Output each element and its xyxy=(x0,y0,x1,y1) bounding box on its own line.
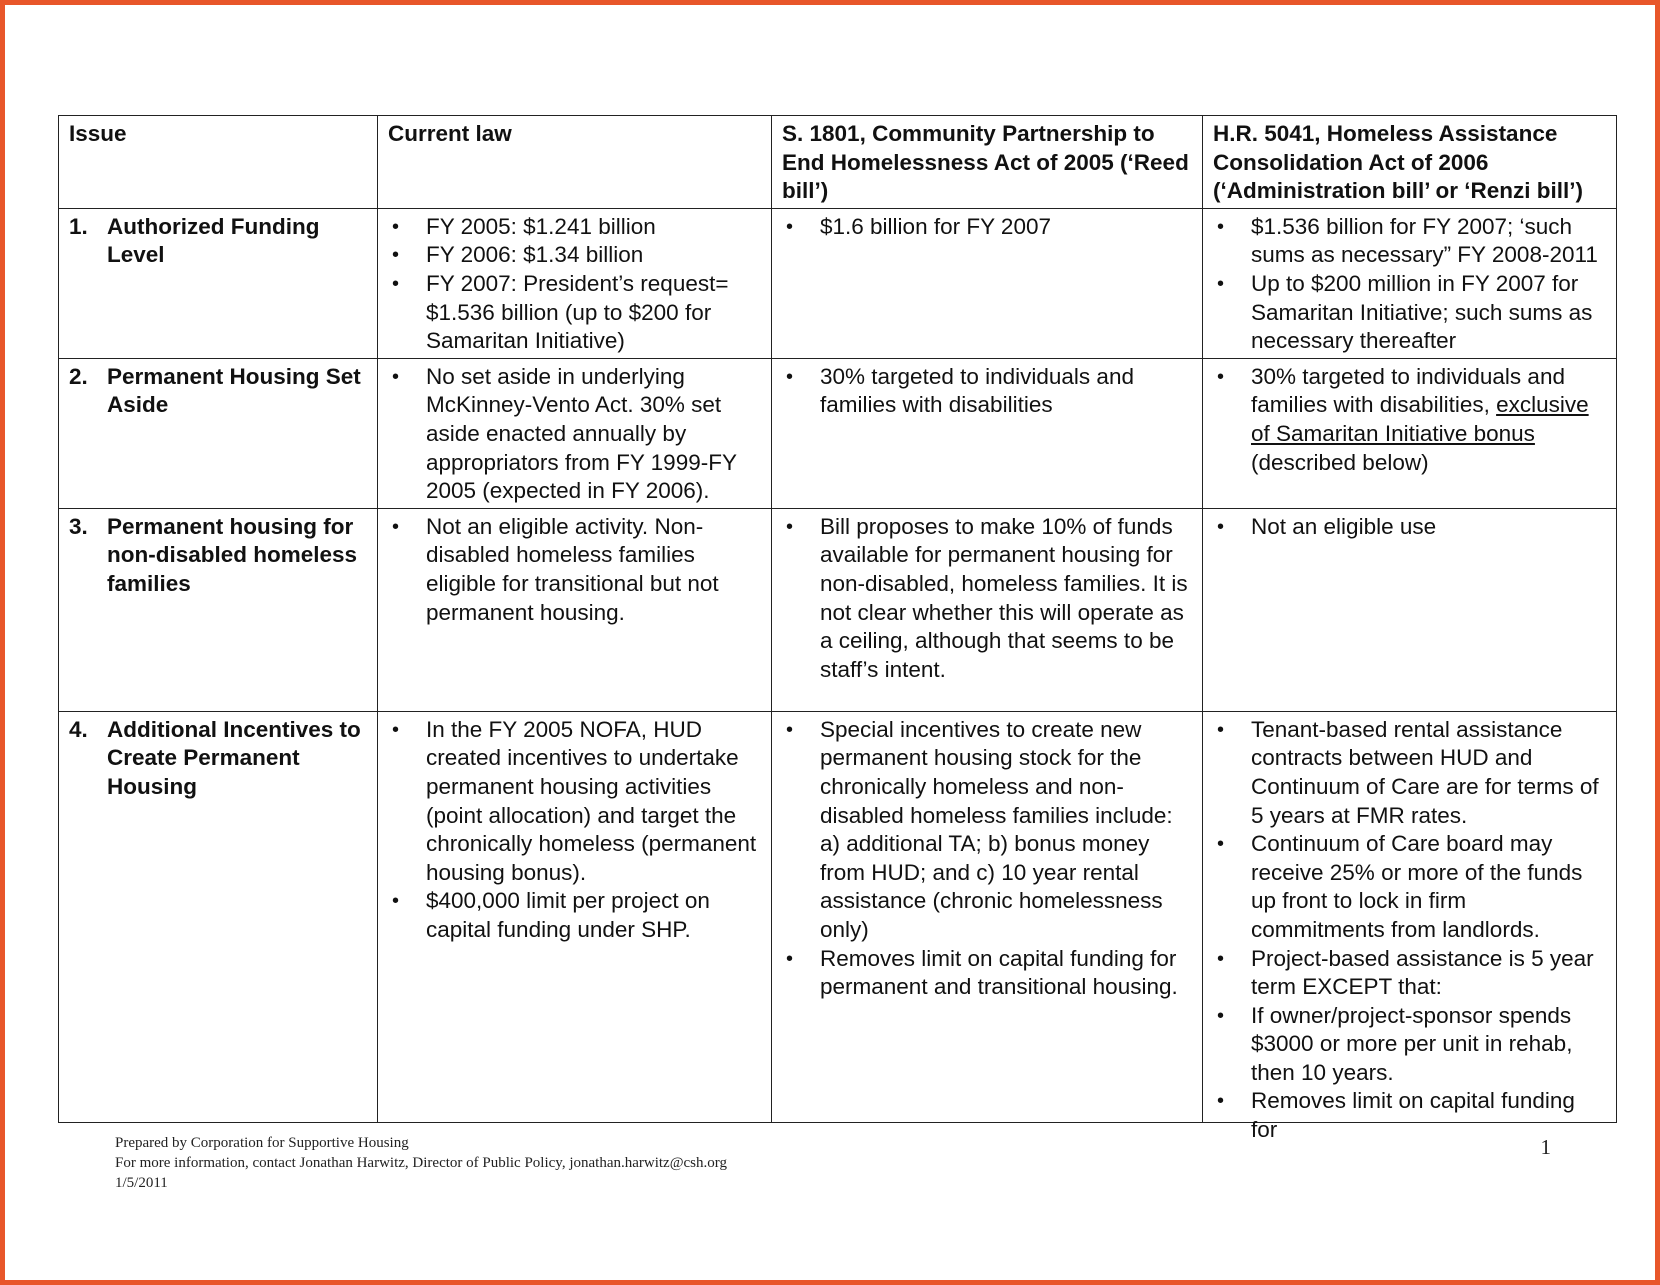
list-item: • Project-based assistance is 5 year term EXCEPT that: xyxy=(1213,945,1606,1002)
list-item: • Not an eligible use xyxy=(1213,513,1606,542)
renzi-bill-cell xyxy=(1203,358,1617,508)
issue-title: Permanent housing for non-disabled homeless families xyxy=(107,513,358,596)
issue-cell xyxy=(59,508,378,711)
list-item: • FY 2006: $1.34 billion xyxy=(388,241,761,270)
list-item: • $400,000 limit per project on capital funding under SHP. xyxy=(388,887,761,944)
reed-bill-cell xyxy=(772,508,1203,711)
table-row xyxy=(59,508,1617,711)
list-item: • Not an eligible activity. Non-disabled homeless families eligible for transitional but not permanent housing. xyxy=(388,513,761,627)
list-item: • FY 2005: $1.241 billion xyxy=(388,213,761,242)
list-item: • Tenant-based rental assistance contracts between HUD and Continuum of Care are for terms of 5 years at FMR rates. xyxy=(1213,716,1606,830)
list-item xyxy=(1213,363,1606,477)
issue-title: Additional Incentives to Create Permanent Housing xyxy=(107,716,361,799)
page-number: 1 xyxy=(1540,1135,1551,1159)
list-item: • In the FY 2005 NOFA, HUD created incentives to undertake permanent housing activities (point allocation) and target the chronically homeless (permanent housing bonus). xyxy=(388,716,761,888)
issue-title: Authorized Funding Level xyxy=(107,213,320,268)
list-item: • FY 2007: President’s request= $1.536 billion (up to $200 for Samaritan Initiative) xyxy=(388,270,761,356)
issue-number: 1. xyxy=(69,213,88,239)
list-item: • If owner/project-sponsor spends $3000 or more per unit in rehab, then 10 years. xyxy=(1213,1002,1606,1088)
issue-cell xyxy=(59,711,378,1122)
footer-date: 1/5/2011 xyxy=(115,1175,168,1191)
table-row xyxy=(59,711,1617,1122)
issue-number: 4. xyxy=(69,716,88,742)
header-reed-bill: S. 1801, Community Partnership to End Homelessness Act of 2005 (‘Reed bill’) xyxy=(772,116,1203,209)
list-item: • Up to $200 million in FY 2007 for Samaritan Initiative; such sums as necessary thereafter xyxy=(1213,270,1606,356)
table-row xyxy=(59,358,1617,508)
current-law-cell xyxy=(378,711,772,1122)
renzi-bill-cell xyxy=(1203,711,1617,1143)
list-item: • 30% targeted to individuals and families with disabilities xyxy=(782,363,1192,420)
list-item: • Bill proposes to make 10% of funds available for permanent housing for non-disabled, homeless families. It is not clear whether this will operate as a ceiling, although that seems to be staff’s intent. xyxy=(782,513,1192,685)
list-item: • $1.6 billion for FY 2007 xyxy=(782,213,1192,242)
issue-number: 3. xyxy=(69,513,88,539)
current-law-cell xyxy=(378,208,772,358)
reed-bill-cell xyxy=(772,358,1203,508)
issue-cell xyxy=(59,358,378,508)
list-item-text: 30% targeted to individuals and families with disabilities, xyxy=(1251,363,1565,418)
renzi-bill-cell xyxy=(1203,208,1617,358)
list-item: • Continuum of Care board may receive 25% or more of the funds up front to lock in firm commitments from landlords. xyxy=(1213,830,1606,944)
underlined-text: exclusive of Samaritan Initiative bonus xyxy=(1251,392,1589,446)
list-item-text: (described below) xyxy=(1251,449,1429,475)
current-law-cell xyxy=(378,358,772,508)
issue-cell xyxy=(59,208,378,358)
issue-number: 2. xyxy=(69,363,88,389)
footer-contact: For more information, contact Jonathan Harwitz, Director of Public Policy, jonathan.harwitz@csh.org xyxy=(115,1155,727,1171)
list-item: • No set aside in underlying McKinney-Vento Act. 30% set aside enacted annually by appropriators from FY 1999-FY 2005 (expected in FY 2006). xyxy=(388,363,761,506)
header-renzi-bill: H.R. 5041, Homeless Assistance Consolidation Act of 2006 (‘Administration bill’ or ‘Renzi bill’) xyxy=(1203,116,1617,209)
table-header-row xyxy=(59,116,1617,209)
current-law-cell xyxy=(378,508,772,711)
reed-bill-cell xyxy=(772,711,1203,1122)
list-item: • Special incentives to create new permanent housing stock for the chronically homeless and non-disabled homeless families include: a) additional TA; b) bonus money from HUD; and c) 10 year rental assistance (chronic homelessness only) xyxy=(782,716,1192,945)
renzi-bill-cell xyxy=(1203,508,1617,711)
list-item: • Removes limit on capital funding for permanent and transitional housing. xyxy=(782,945,1192,1002)
reed-bill-cell xyxy=(772,208,1203,358)
footer-prepared-by: Prepared by Corporation for Supportive Housing xyxy=(115,1135,409,1151)
table-row xyxy=(59,208,1617,358)
issue-title: Permanent Housing Set Aside xyxy=(107,363,361,418)
page-footer xyxy=(115,1133,727,1193)
list-item: • $1.536 billion for FY 2007; ‘such sums as necessary” FY 2008-2011 xyxy=(1213,213,1606,270)
header-issue: Issue xyxy=(59,116,378,209)
list-item: • Removes limit on capital funding for xyxy=(1213,1087,1606,1144)
header-current-law: Current law xyxy=(378,116,772,209)
